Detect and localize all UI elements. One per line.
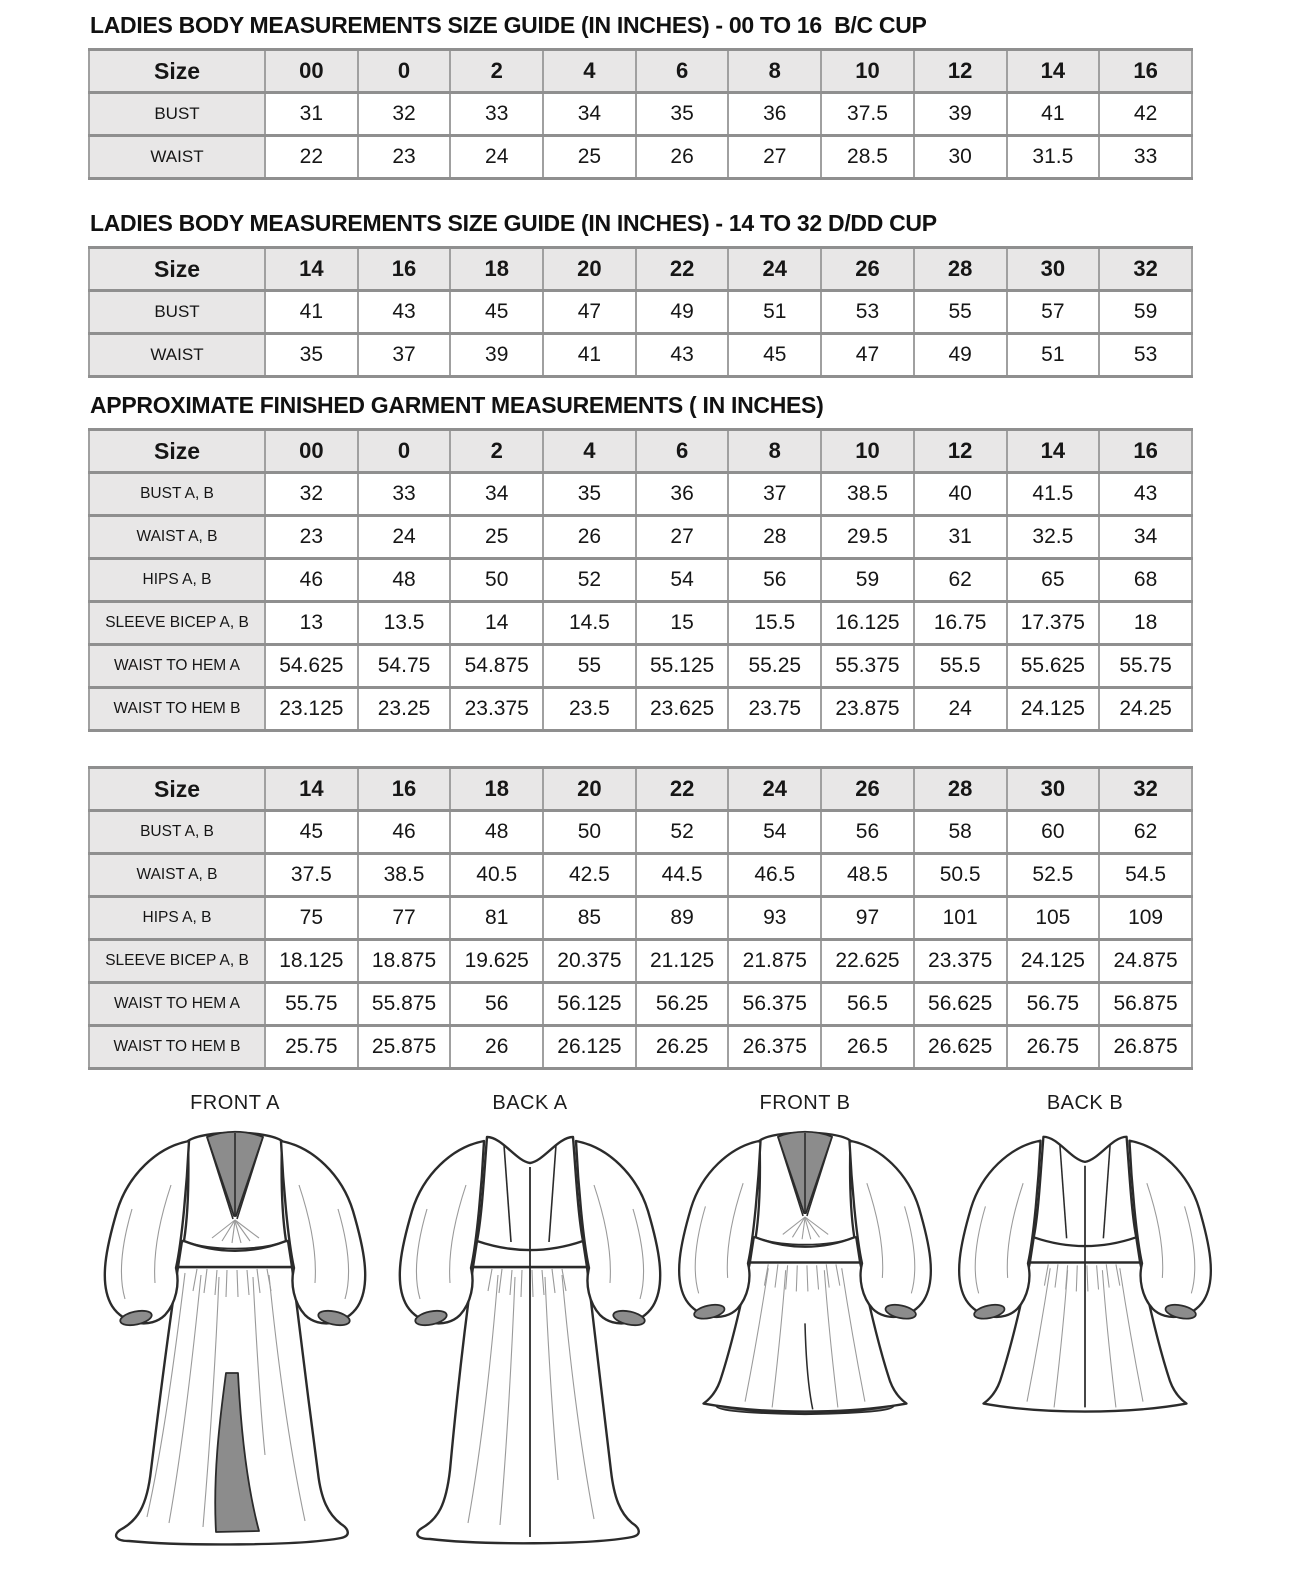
measurement-cell: 13 bbox=[265, 602, 358, 645]
measurement-row bbox=[89, 811, 1192, 854]
measurement-cell: 44.5 bbox=[636, 854, 729, 897]
measurement-cell: 23 bbox=[265, 516, 358, 559]
size-column-header: 22 bbox=[636, 248, 729, 291]
measurement-cell: 105 bbox=[1007, 897, 1100, 940]
figure-front-a bbox=[80, 1092, 390, 1555]
measurement-cell: 50 bbox=[543, 811, 636, 854]
figure-back-a bbox=[390, 1092, 670, 1555]
measurement-cell: 48 bbox=[358, 559, 451, 602]
measurement-cell: 43 bbox=[636, 334, 729, 377]
measurement-cell: 34 bbox=[1099, 516, 1192, 559]
measurement-cell: 23 bbox=[358, 136, 451, 179]
measurement-cell: 49 bbox=[914, 334, 1007, 377]
measurement-cell: 25 bbox=[543, 136, 636, 179]
measurement-cell: 16.75 bbox=[914, 602, 1007, 645]
back-a-dress-illustration bbox=[380, 1125, 680, 1555]
measurement-cell: 26 bbox=[543, 516, 636, 559]
size-column-header: 14 bbox=[1007, 430, 1100, 473]
measurement-row bbox=[89, 688, 1192, 731]
measurement-cell: 55.75 bbox=[265, 983, 358, 1026]
measurement-cell: 35 bbox=[265, 334, 358, 377]
measurement-cell: 55.5 bbox=[914, 645, 1007, 688]
size-column-header: 14 bbox=[265, 248, 358, 291]
measurement-cell: 42.5 bbox=[543, 854, 636, 897]
measurement-row bbox=[89, 645, 1192, 688]
measurement-row bbox=[89, 1026, 1192, 1069]
measurement-cell: 15.5 bbox=[728, 602, 821, 645]
size-column-header: 24 bbox=[728, 768, 821, 811]
measurement-cell: 55.25 bbox=[728, 645, 821, 688]
measurement-cell: 34 bbox=[450, 473, 543, 516]
measurement-row bbox=[89, 516, 1192, 559]
size-column-header: 18 bbox=[450, 248, 543, 291]
measurement-cell: 56.5 bbox=[821, 983, 914, 1026]
measurement-cell: 32 bbox=[265, 473, 358, 516]
measurement-row bbox=[89, 136, 1192, 179]
measurement-cell: 55.625 bbox=[1007, 645, 1100, 688]
measurement-cell: 55.75 bbox=[1099, 645, 1192, 688]
measurement-cell: 54 bbox=[728, 811, 821, 854]
measurement-cell: 26.75 bbox=[1007, 1026, 1100, 1069]
size-column-header: 32 bbox=[1099, 768, 1192, 811]
row-label: SLEEVE BICEP A, B bbox=[89, 940, 265, 983]
row-label: HIPS A, B bbox=[89, 897, 265, 940]
measurement-cell: 37.5 bbox=[821, 93, 914, 136]
size-header-row bbox=[89, 50, 1192, 93]
measurement-cell: 56.75 bbox=[1007, 983, 1100, 1026]
measurement-cell: 40.5 bbox=[450, 854, 543, 897]
figure-back-b bbox=[940, 1092, 1230, 1425]
size-column-header: 8 bbox=[728, 430, 821, 473]
size-column-header: 30 bbox=[1007, 768, 1100, 811]
size-column-header: 26 bbox=[821, 768, 914, 811]
measurement-cell: 37 bbox=[358, 334, 451, 377]
measurement-cell: 23.625 bbox=[636, 688, 729, 731]
measurement-cell: 24.125 bbox=[1007, 688, 1100, 731]
measurement-cell: 39 bbox=[914, 93, 1007, 136]
size-column-header: 30 bbox=[1007, 248, 1100, 291]
measurement-cell: 27 bbox=[728, 136, 821, 179]
measurement-cell: 89 bbox=[636, 897, 729, 940]
size-column-header: 6 bbox=[636, 50, 729, 93]
size-column-header: 12 bbox=[914, 50, 1007, 93]
size-column-header: 8 bbox=[728, 50, 821, 93]
measurement-cell: 35 bbox=[636, 93, 729, 136]
measurement-cell: 41 bbox=[1007, 93, 1100, 136]
measurement-cell: 56 bbox=[821, 811, 914, 854]
size-column-header: 2 bbox=[450, 430, 543, 473]
size-column-header: 18 bbox=[450, 768, 543, 811]
row-label: WAIST A, B bbox=[89, 854, 265, 897]
measurement-cell: 54.75 bbox=[358, 645, 451, 688]
measurement-cell: 62 bbox=[1099, 811, 1192, 854]
measurement-row bbox=[89, 602, 1192, 645]
measurement-cell: 48.5 bbox=[821, 854, 914, 897]
measurement-cell: 41 bbox=[543, 334, 636, 377]
section-title-garment: APPROXIMATE FINISHED GARMENT MEASUREMENTS ( IN INCHES) bbox=[90, 392, 824, 418]
measurement-cell: 48 bbox=[450, 811, 543, 854]
measurement-cell: 101 bbox=[914, 897, 1007, 940]
size-column-header: 2 bbox=[450, 50, 543, 93]
measurement-cell: 25 bbox=[450, 516, 543, 559]
measurement-cell: 35 bbox=[543, 473, 636, 516]
measurement-cell: 56 bbox=[728, 559, 821, 602]
measurement-row bbox=[89, 559, 1192, 602]
row-label: WAIST bbox=[89, 136, 265, 179]
size-column-header: 26 bbox=[821, 248, 914, 291]
measurement-cell: 36 bbox=[636, 473, 729, 516]
size-header-cell: Size bbox=[89, 50, 265, 93]
measurement-cell: 23.5 bbox=[543, 688, 636, 731]
measurement-cell: 27 bbox=[636, 516, 729, 559]
section-title-body-ddd: LADIES BODY MEASUREMENTS SIZE GUIDE (IN INCHES) - 14 TO 32 D/DD CUP bbox=[90, 210, 937, 236]
measurement-cell: 52.5 bbox=[1007, 854, 1100, 897]
measurement-cell: 39 bbox=[450, 334, 543, 377]
garment-illustrations bbox=[80, 1092, 1298, 1555]
size-column-header: 28 bbox=[914, 768, 1007, 811]
front-b-dress-illustration bbox=[660, 1125, 950, 1425]
measurement-cell: 32 bbox=[358, 93, 451, 136]
measurement-cell: 51 bbox=[1007, 334, 1100, 377]
measurement-cell: 62 bbox=[914, 559, 1007, 602]
size-column-header: 14 bbox=[265, 768, 358, 811]
size-column-header: 20 bbox=[543, 248, 636, 291]
measurement-cell: 54 bbox=[636, 559, 729, 602]
measurement-cell: 43 bbox=[358, 291, 451, 334]
measurement-cell: 18.125 bbox=[265, 940, 358, 983]
measurement-cell: 28 bbox=[728, 516, 821, 559]
measurement-row bbox=[89, 940, 1192, 983]
measurement-cell: 93 bbox=[728, 897, 821, 940]
measurement-cell: 54.5 bbox=[1099, 854, 1192, 897]
measurement-cell: 24 bbox=[358, 516, 451, 559]
measurement-cell: 30 bbox=[914, 136, 1007, 179]
measurement-cell: 24.125 bbox=[1007, 940, 1100, 983]
measurement-cell: 24.875 bbox=[1099, 940, 1192, 983]
measurement-cell: 26 bbox=[636, 136, 729, 179]
measurement-row bbox=[89, 983, 1192, 1026]
measurement-cell: 41.5 bbox=[1007, 473, 1100, 516]
row-label: WAIST A, B bbox=[89, 516, 265, 559]
measurement-cell: 26.875 bbox=[1099, 1026, 1192, 1069]
figure-label-back-b: BACK B bbox=[1046, 1092, 1124, 1114]
figure-label-front-b: FRONT B bbox=[759, 1092, 851, 1114]
measurement-cell: 42 bbox=[1099, 93, 1192, 136]
row-label: BUST bbox=[89, 93, 265, 136]
measurement-cell: 57 bbox=[1007, 291, 1100, 334]
measurement-cell: 54.625 bbox=[265, 645, 358, 688]
measurement-cell: 47 bbox=[821, 334, 914, 377]
size-column-header: 22 bbox=[636, 768, 729, 811]
size-column-header: 16 bbox=[358, 768, 451, 811]
measurement-cell: 59 bbox=[821, 559, 914, 602]
measurement-row bbox=[89, 93, 1192, 136]
measurement-cell: 21.875 bbox=[728, 940, 821, 983]
measurement-cell: 56.875 bbox=[1099, 983, 1192, 1026]
row-label: WAIST TO HEM A bbox=[89, 983, 265, 1026]
measurement-cell: 31 bbox=[914, 516, 1007, 559]
measurement-cell: 56.25 bbox=[636, 983, 729, 1026]
measurement-cell: 56 bbox=[450, 983, 543, 1026]
measurement-cell: 23.375 bbox=[914, 940, 1007, 983]
measurement-cell: 85 bbox=[543, 897, 636, 940]
measurement-cell: 109 bbox=[1099, 897, 1192, 940]
measurement-row bbox=[89, 473, 1192, 516]
row-label: WAIST TO HEM B bbox=[89, 688, 265, 731]
row-label: SLEEVE BICEP A, B bbox=[89, 602, 265, 645]
measurement-cell: 51 bbox=[728, 291, 821, 334]
size-column-header: 20 bbox=[543, 768, 636, 811]
measurement-cell: 54.875 bbox=[450, 645, 543, 688]
size-column-header: 28 bbox=[914, 248, 1007, 291]
measurement-cell: 20.375 bbox=[543, 940, 636, 983]
measurement-cell: 23.25 bbox=[358, 688, 451, 731]
measurement-cell: 77 bbox=[358, 897, 451, 940]
measurement-cell: 75 bbox=[265, 897, 358, 940]
size-column-header: 16 bbox=[1099, 50, 1192, 93]
finished-garment-table-14-32 bbox=[88, 766, 1193, 1070]
measurement-cell: 58 bbox=[914, 811, 1007, 854]
measurement-cell: 25.875 bbox=[358, 1026, 451, 1069]
measurement-cell: 46 bbox=[358, 811, 451, 854]
size-column-header: 00 bbox=[265, 430, 358, 473]
measurement-cell: 18.875 bbox=[358, 940, 451, 983]
size-header-cell: Size bbox=[89, 248, 265, 291]
measurement-cell: 17.375 bbox=[1007, 602, 1100, 645]
measurement-cell: 22.625 bbox=[821, 940, 914, 983]
measurement-cell: 55.125 bbox=[636, 645, 729, 688]
size-header-row bbox=[89, 768, 1192, 811]
measurement-cell: 23.375 bbox=[450, 688, 543, 731]
size-header-cell: Size bbox=[89, 768, 265, 811]
measurement-cell: 40 bbox=[914, 473, 1007, 516]
measurement-cell: 26.25 bbox=[636, 1026, 729, 1069]
measurement-cell: 22 bbox=[265, 136, 358, 179]
finished-garment-table-00-16 bbox=[88, 428, 1193, 732]
measurement-row bbox=[89, 291, 1192, 334]
measurement-cell: 52 bbox=[636, 811, 729, 854]
measurement-cell: 68 bbox=[1099, 559, 1192, 602]
size-header-row bbox=[89, 430, 1192, 473]
size-column-header: 10 bbox=[821, 430, 914, 473]
measurement-cell: 32.5 bbox=[1007, 516, 1100, 559]
measurement-cell: 49 bbox=[636, 291, 729, 334]
row-label: BUST bbox=[89, 291, 265, 334]
measurement-cell: 41 bbox=[265, 291, 358, 334]
size-column-header: 24 bbox=[728, 248, 821, 291]
measurement-cell: 19.625 bbox=[450, 940, 543, 983]
measurement-cell: 31.5 bbox=[1007, 136, 1100, 179]
size-column-header: 14 bbox=[1007, 50, 1100, 93]
measurement-cell: 56.375 bbox=[728, 983, 821, 1026]
size-column-header: 32 bbox=[1099, 248, 1192, 291]
front-a-dress-illustration bbox=[85, 1125, 385, 1555]
measurement-cell: 45 bbox=[728, 334, 821, 377]
row-label: HIPS A, B bbox=[89, 559, 265, 602]
row-label: WAIST bbox=[89, 334, 265, 377]
measurement-cell: 33 bbox=[1099, 136, 1192, 179]
measurement-row bbox=[89, 897, 1192, 940]
size-column-header: 12 bbox=[914, 430, 1007, 473]
measurement-cell: 59 bbox=[1099, 291, 1192, 334]
measurement-cell: 65 bbox=[1007, 559, 1100, 602]
measurement-cell: 45 bbox=[450, 291, 543, 334]
size-column-header: 4 bbox=[543, 430, 636, 473]
measurement-row bbox=[89, 334, 1192, 377]
ladies-body-measurements-table-ddd bbox=[88, 246, 1193, 378]
measurement-cell: 97 bbox=[821, 897, 914, 940]
ladies-body-measurements-table-bc bbox=[88, 48, 1193, 180]
measurement-cell: 38.5 bbox=[358, 854, 451, 897]
measurement-cell: 14 bbox=[450, 602, 543, 645]
row-label: WAIST TO HEM B bbox=[89, 1026, 265, 1069]
row-label: WAIST TO HEM A bbox=[89, 645, 265, 688]
measurement-cell: 53 bbox=[821, 291, 914, 334]
measurement-cell: 18 bbox=[1099, 602, 1192, 645]
measurement-cell: 46.5 bbox=[728, 854, 821, 897]
measurement-cell: 56.125 bbox=[543, 983, 636, 1026]
measurement-cell: 46 bbox=[265, 559, 358, 602]
measurement-cell: 28.5 bbox=[821, 136, 914, 179]
measurement-cell: 81 bbox=[450, 897, 543, 940]
measurement-cell: 26.5 bbox=[821, 1026, 914, 1069]
measurement-cell: 15 bbox=[636, 602, 729, 645]
size-column-header: 00 bbox=[265, 50, 358, 93]
size-column-header: 0 bbox=[358, 430, 451, 473]
row-label: BUST A, B bbox=[89, 473, 265, 516]
measurement-cell: 50 bbox=[450, 559, 543, 602]
measurement-cell: 24.25 bbox=[1099, 688, 1192, 731]
measurement-cell: 55.375 bbox=[821, 645, 914, 688]
measurement-cell: 38.5 bbox=[821, 473, 914, 516]
size-column-header: 10 bbox=[821, 50, 914, 93]
measurement-cell: 47 bbox=[543, 291, 636, 334]
measurement-cell: 60 bbox=[1007, 811, 1100, 854]
row-label: BUST A, B bbox=[89, 811, 265, 854]
measurement-cell: 36 bbox=[728, 93, 821, 136]
measurement-cell: 45 bbox=[265, 811, 358, 854]
measurement-cell: 25.75 bbox=[265, 1026, 358, 1069]
size-header-cell: Size bbox=[89, 430, 265, 473]
measurement-cell: 23.125 bbox=[265, 688, 358, 731]
measurement-cell: 21.125 bbox=[636, 940, 729, 983]
measurement-cell: 55 bbox=[914, 291, 1007, 334]
measurement-row bbox=[89, 854, 1192, 897]
measurement-cell: 26.375 bbox=[728, 1026, 821, 1069]
measurement-cell: 13.5 bbox=[358, 602, 451, 645]
measurement-cell: 23.75 bbox=[728, 688, 821, 731]
size-column-header: 16 bbox=[1099, 430, 1192, 473]
measurement-cell: 31 bbox=[265, 93, 358, 136]
size-header-row bbox=[89, 248, 1192, 291]
figure-front-b bbox=[670, 1092, 940, 1425]
measurement-cell: 52 bbox=[543, 559, 636, 602]
measurement-cell: 43 bbox=[1099, 473, 1192, 516]
figure-label-front-a: FRONT A bbox=[190, 1092, 280, 1114]
measurement-cell: 26 bbox=[450, 1026, 543, 1069]
measurement-cell: 34 bbox=[543, 93, 636, 136]
size-column-header: 6 bbox=[636, 430, 729, 473]
measurement-cell: 24 bbox=[450, 136, 543, 179]
section-title-body-bc: LADIES BODY MEASUREMENTS SIZE GUIDE (IN INCHES) - 00 TO 16 B/C CUP bbox=[90, 12, 927, 38]
size-column-header: 4 bbox=[543, 50, 636, 93]
measurement-cell: 29.5 bbox=[821, 516, 914, 559]
measurement-cell: 56.625 bbox=[914, 983, 1007, 1026]
measurement-cell: 26.125 bbox=[543, 1026, 636, 1069]
measurement-cell: 24 bbox=[914, 688, 1007, 731]
figure-label-back-a: BACK A bbox=[492, 1092, 568, 1114]
measurement-cell: 37.5 bbox=[265, 854, 358, 897]
size-column-header: 16 bbox=[358, 248, 451, 291]
measurement-cell: 23.875 bbox=[821, 688, 914, 731]
size-column-header: 0 bbox=[358, 50, 451, 93]
measurement-cell: 55.875 bbox=[358, 983, 451, 1026]
back-b-dress-illustration bbox=[940, 1125, 1230, 1425]
measurement-cell: 53 bbox=[1099, 334, 1192, 377]
measurement-cell: 16.125 bbox=[821, 602, 914, 645]
measurement-cell: 33 bbox=[358, 473, 451, 516]
measurement-cell: 26.625 bbox=[914, 1026, 1007, 1069]
measurement-cell: 55 bbox=[543, 645, 636, 688]
measurement-cell: 37 bbox=[728, 473, 821, 516]
measurement-cell: 50.5 bbox=[914, 854, 1007, 897]
measurement-cell: 33 bbox=[450, 93, 543, 136]
measurement-cell: 14.5 bbox=[543, 602, 636, 645]
